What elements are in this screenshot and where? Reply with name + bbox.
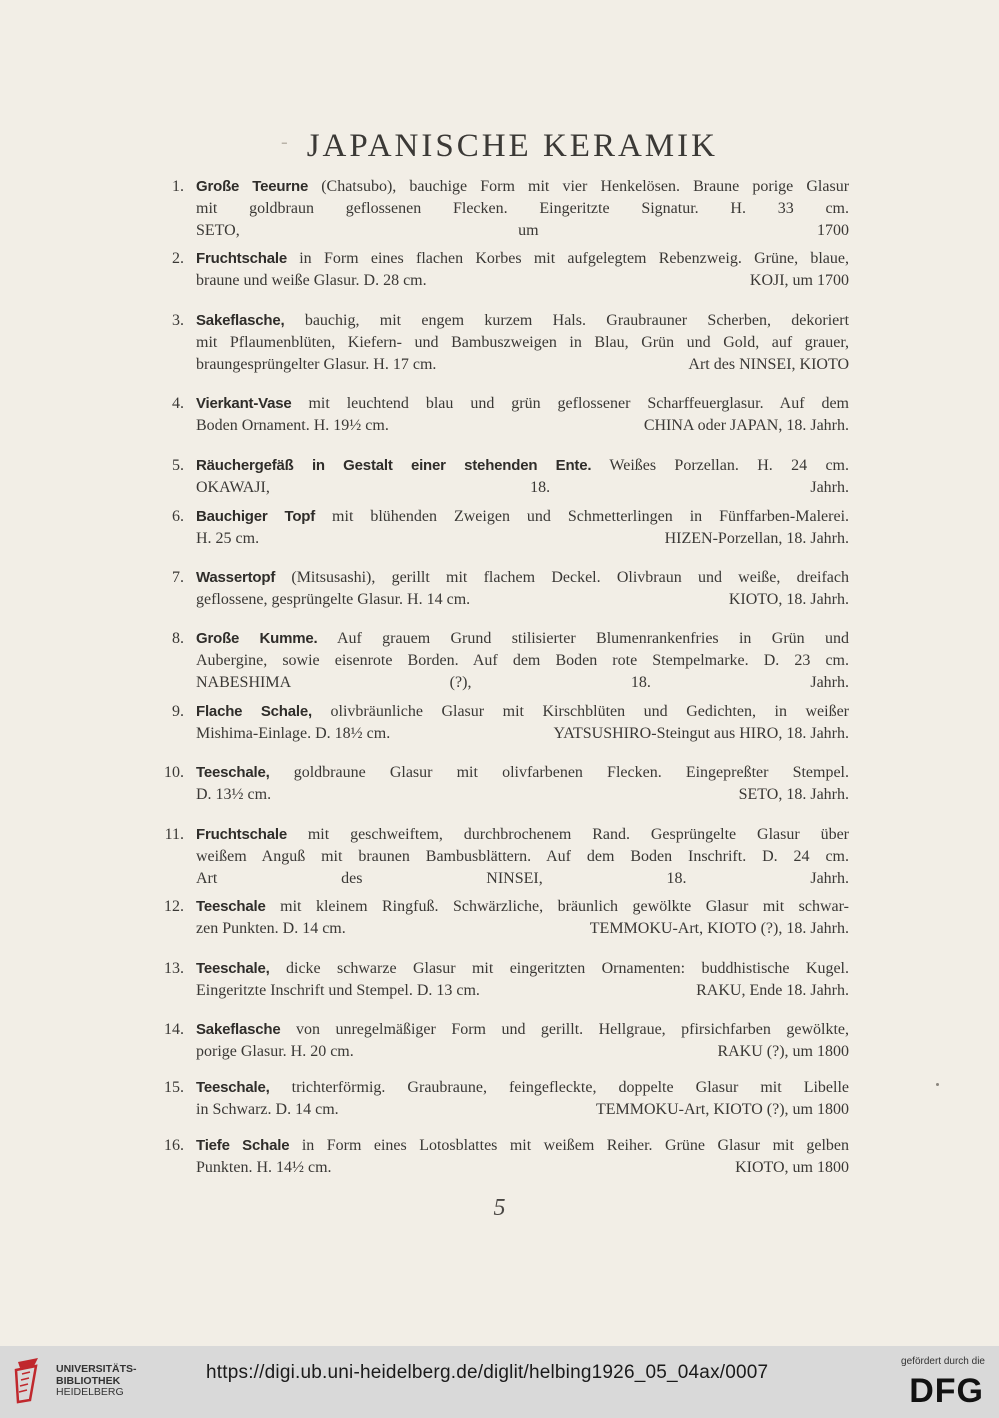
entry-heading: Teeschale,: [196, 764, 270, 781]
entry-origin: TEMMOKU-Art, KIOTO (?), um 1800: [596, 1101, 849, 1118]
entry-heading: Teeschale: [196, 898, 266, 915]
entry-dimensions: in Schwarz. D. 14 cm.: [196, 1101, 339, 1118]
entry-origin: NABESHIMA (?), 18. Jahrh.: [196, 674, 849, 691]
entry-number: 1.: [172, 178, 184, 195]
entry-dimensions: Eingeritzte Inschrift und Stempel. D. 13 cm.: [196, 982, 480, 999]
catalog-entry: [163, 455, 849, 499]
entry-number: 3.: [172, 312, 184, 329]
entry-origin: Art des NINSEI, KIOTO: [688, 356, 849, 373]
catalog-entry: [163, 1135, 849, 1179]
entry-number: 12.: [164, 898, 184, 915]
entry-text: goldbraune Glasur mit olivfarbenen Flecken. Eingepreßter Stempel.: [293, 764, 850, 781]
entry-heading: Große Kumme.: [196, 630, 318, 647]
entry-heading: Räuchergefäß in Gestalt einer stehenden Ente.: [196, 457, 592, 474]
entry-origin: Art des NINSEI, 18. Jahrh.: [196, 870, 849, 887]
entry-text: Aubergine, sowie eisenrote Borden. Auf dem Boden rote Stempelmarke. D. 23 cm.: [196, 652, 849, 669]
catalog-entry: [163, 701, 849, 745]
entry-text: mit leuchtend blau und grün geflossener Scharffeuerglasur. Auf dem: [308, 395, 849, 412]
catalog-entry: [163, 958, 849, 1002]
library-name: UNIVERSITÄTS- BIBLIOTHEK HEIDELBERG: [56, 1363, 137, 1398]
entry-text: bauchig, mit engem kurzem Hals. Graubrauner Scherben, dekoriert: [304, 312, 850, 329]
entry-origin: HIZEN-Porzellan, 18. Jahrh.: [664, 530, 849, 547]
entry-heading: Bauchiger Topf: [196, 508, 316, 525]
entry-text: mit goldbraun geflossenen Flecken. Eingeritzte Signatur. H. 33 cm.: [196, 200, 849, 217]
entry-heading: Große Teeurne: [196, 178, 309, 195]
entry-number: 2.: [172, 250, 184, 267]
entry-number: 13.: [164, 960, 184, 977]
entry-heading: Vierkant-Vase: [196, 395, 292, 412]
entry-text: olivbräunliche Glasur mit Kirschblüten und Gedichten, in weißer: [330, 703, 850, 720]
entry-number: 8.: [172, 630, 184, 647]
entry-heading: Tiefe Schale: [196, 1137, 290, 1154]
entry-heading: Sakeflasche: [196, 1021, 281, 1038]
catalog-entry: [163, 1077, 849, 1121]
entry-text: Weißes Porzellan. H. 24 cm.: [609, 457, 849, 474]
entry-origin: CHINA oder JAPAN, 18. Jahrh.: [643, 417, 849, 434]
dfg-logo: DFG: [909, 1372, 984, 1410]
entry-heading: Wassertopf: [196, 569, 276, 586]
page-number: 5: [493, 1195, 506, 1221]
paper-speck: [936, 1083, 939, 1086]
entry-origin: RAKU, Ende 18. Jahrh.: [696, 982, 849, 999]
entry-dimensions: D. 13½ cm.: [196, 786, 272, 803]
entry-heading: Flache Schale,: [196, 703, 312, 720]
entry-heading: Teeschale,: [196, 960, 270, 977]
entry-origin: TEMMOKU-Art, KIOTO (?), 18. Jahrh.: [589, 920, 849, 937]
entry-number: 10.: [164, 764, 184, 781]
entry-text: von unregelmäßiger Form und gerillt. Hellgraue, pfirsichfarben gewölkte,: [296, 1021, 849, 1038]
entry-heading: Fruchtschale: [196, 250, 287, 267]
entry-dimensions: Punkten. H. 14½ cm.: [196, 1159, 332, 1176]
entry-origin: YATSUSHIRO-Steingut aus HIRO, 18. Jahrh.: [553, 725, 849, 742]
entry-number: 14.: [164, 1021, 184, 1038]
entry-origin: OKAWAJI, 18. Jahrh.: [196, 479, 849, 496]
entry-dimensions: braune und weiße Glasur. D. 28 cm.: [196, 272, 427, 289]
entry-origin: SETO, um 1700: [196, 222, 849, 239]
entry-dimensions: H. 25 cm.: [196, 530, 260, 547]
entry-number: 5.: [172, 457, 184, 474]
viewer-footer: [0, 1346, 999, 1418]
entry-number: 11.: [164, 826, 184, 843]
catalog-entry: [163, 176, 849, 242]
entry-number: 4.: [172, 395, 184, 412]
catalog-entry: [163, 393, 849, 437]
entry-text: trichterförmig. Graubraune, feingefleckte, doppelte Glasur mit Libelle: [291, 1079, 850, 1096]
entry-text: (Mitsusashi), gerillt mit flachem Deckel. Olivbraun und weiße, dreifach: [291, 569, 850, 586]
entry-text: mit blühenden Zweigen und Schmetterlingen in Fünffarben-Malerei.: [332, 508, 850, 525]
entry-text: mit geschweiftem, durchbrochenem Rand. Gesprüngelte Glasur über: [307, 826, 850, 843]
catalog-entry: [163, 248, 849, 292]
entry-text: mit kleinem Ringfuß. Schwärzliche, bräunlich gewölkte Glasur mit schwar-: [280, 898, 849, 915]
entry-number: 16.: [164, 1137, 184, 1154]
entry-dimensions: porige Glasur. H. 20 cm.: [196, 1043, 354, 1060]
entry-origin: KIOTO, 18. Jahrh.: [728, 591, 849, 608]
entry-dimensions: zen Punkten. D. 14 cm.: [196, 920, 346, 937]
entry-text: mit Pflaumenblüten, Kiefern- und Bambuszweigen in Blau, Grün und Gold, auf grauer,: [196, 334, 849, 351]
entry-text: weißem Anguß mit braunen Bambusblättern. Auf dem Boden Inschrift. D. 24 cm.: [196, 848, 849, 865]
entry-text: Auf grauem Grund stilisierter Blumenrankenfries in Grün und: [336, 630, 849, 647]
entry-number: 6.: [172, 508, 184, 525]
entry-heading: Sakeflasche,: [196, 312, 285, 329]
catalog-entry: [163, 896, 849, 940]
entry-dimensions: braungesprüngelter Glasur. H. 17 cm.: [196, 356, 437, 373]
page-title: - JAPANISCHE KERAMIK: [281, 128, 718, 164]
entry-heading: Fruchtschale: [196, 826, 287, 843]
entry-dimensions: geflossene, gesprüngelte Glasur. H. 14 cm.: [196, 591, 471, 608]
catalog-entry: [163, 628, 849, 694]
entry-origin: RAKU (?), um 1800: [717, 1043, 849, 1060]
entry-origin: KIOTO, um 1800: [735, 1159, 849, 1176]
entry-text: in Form eines Lotosblattes mit weißem Reiher. Grüne Glasur mit gelben: [301, 1137, 850, 1154]
catalog-entry: [163, 506, 849, 550]
entry-number: 9.: [172, 703, 184, 720]
document-url-link[interactable]: https://digi.ub.uni-heidelberg.de/diglit/helbing1926_05_04ax/0007: [206, 1362, 769, 1383]
entry-dimensions: Boden Ornament. H. 19½ cm.: [196, 417, 389, 434]
university-library-logo: [12, 1356, 48, 1406]
entry-dimensions: Mishima-Einlage. D. 18½ cm.: [196, 725, 391, 742]
entry-text: dicke schwarze Glasur mit eingeritzten Ornamenten: buddhistische Kugel.: [286, 960, 849, 977]
entry-number: 15.: [164, 1079, 184, 1096]
catalog-entry: [163, 824, 849, 890]
catalog-entry: [163, 1019, 849, 1063]
entry-origin: SETO, 18. Jahrh.: [738, 786, 849, 803]
entry-heading: Teeschale,: [196, 1079, 270, 1096]
entry-origin: KOJI, um 1700: [749, 272, 849, 289]
catalog-entry: [163, 567, 849, 611]
entry-text: in Form eines flachen Korbes mit aufgelegtem Rebenzweig. Grüne, blaue,: [299, 250, 849, 267]
catalog-entry: [163, 310, 849, 376]
entry-number: 7.: [172, 569, 184, 586]
catalog-entry: [163, 762, 849, 806]
funding-note: gefördert durch die: [901, 1356, 985, 1367]
entry-text: (Chatsubo), bauchige Form mit vier Henkelösen. Braune porige Glasur: [321, 178, 850, 195]
